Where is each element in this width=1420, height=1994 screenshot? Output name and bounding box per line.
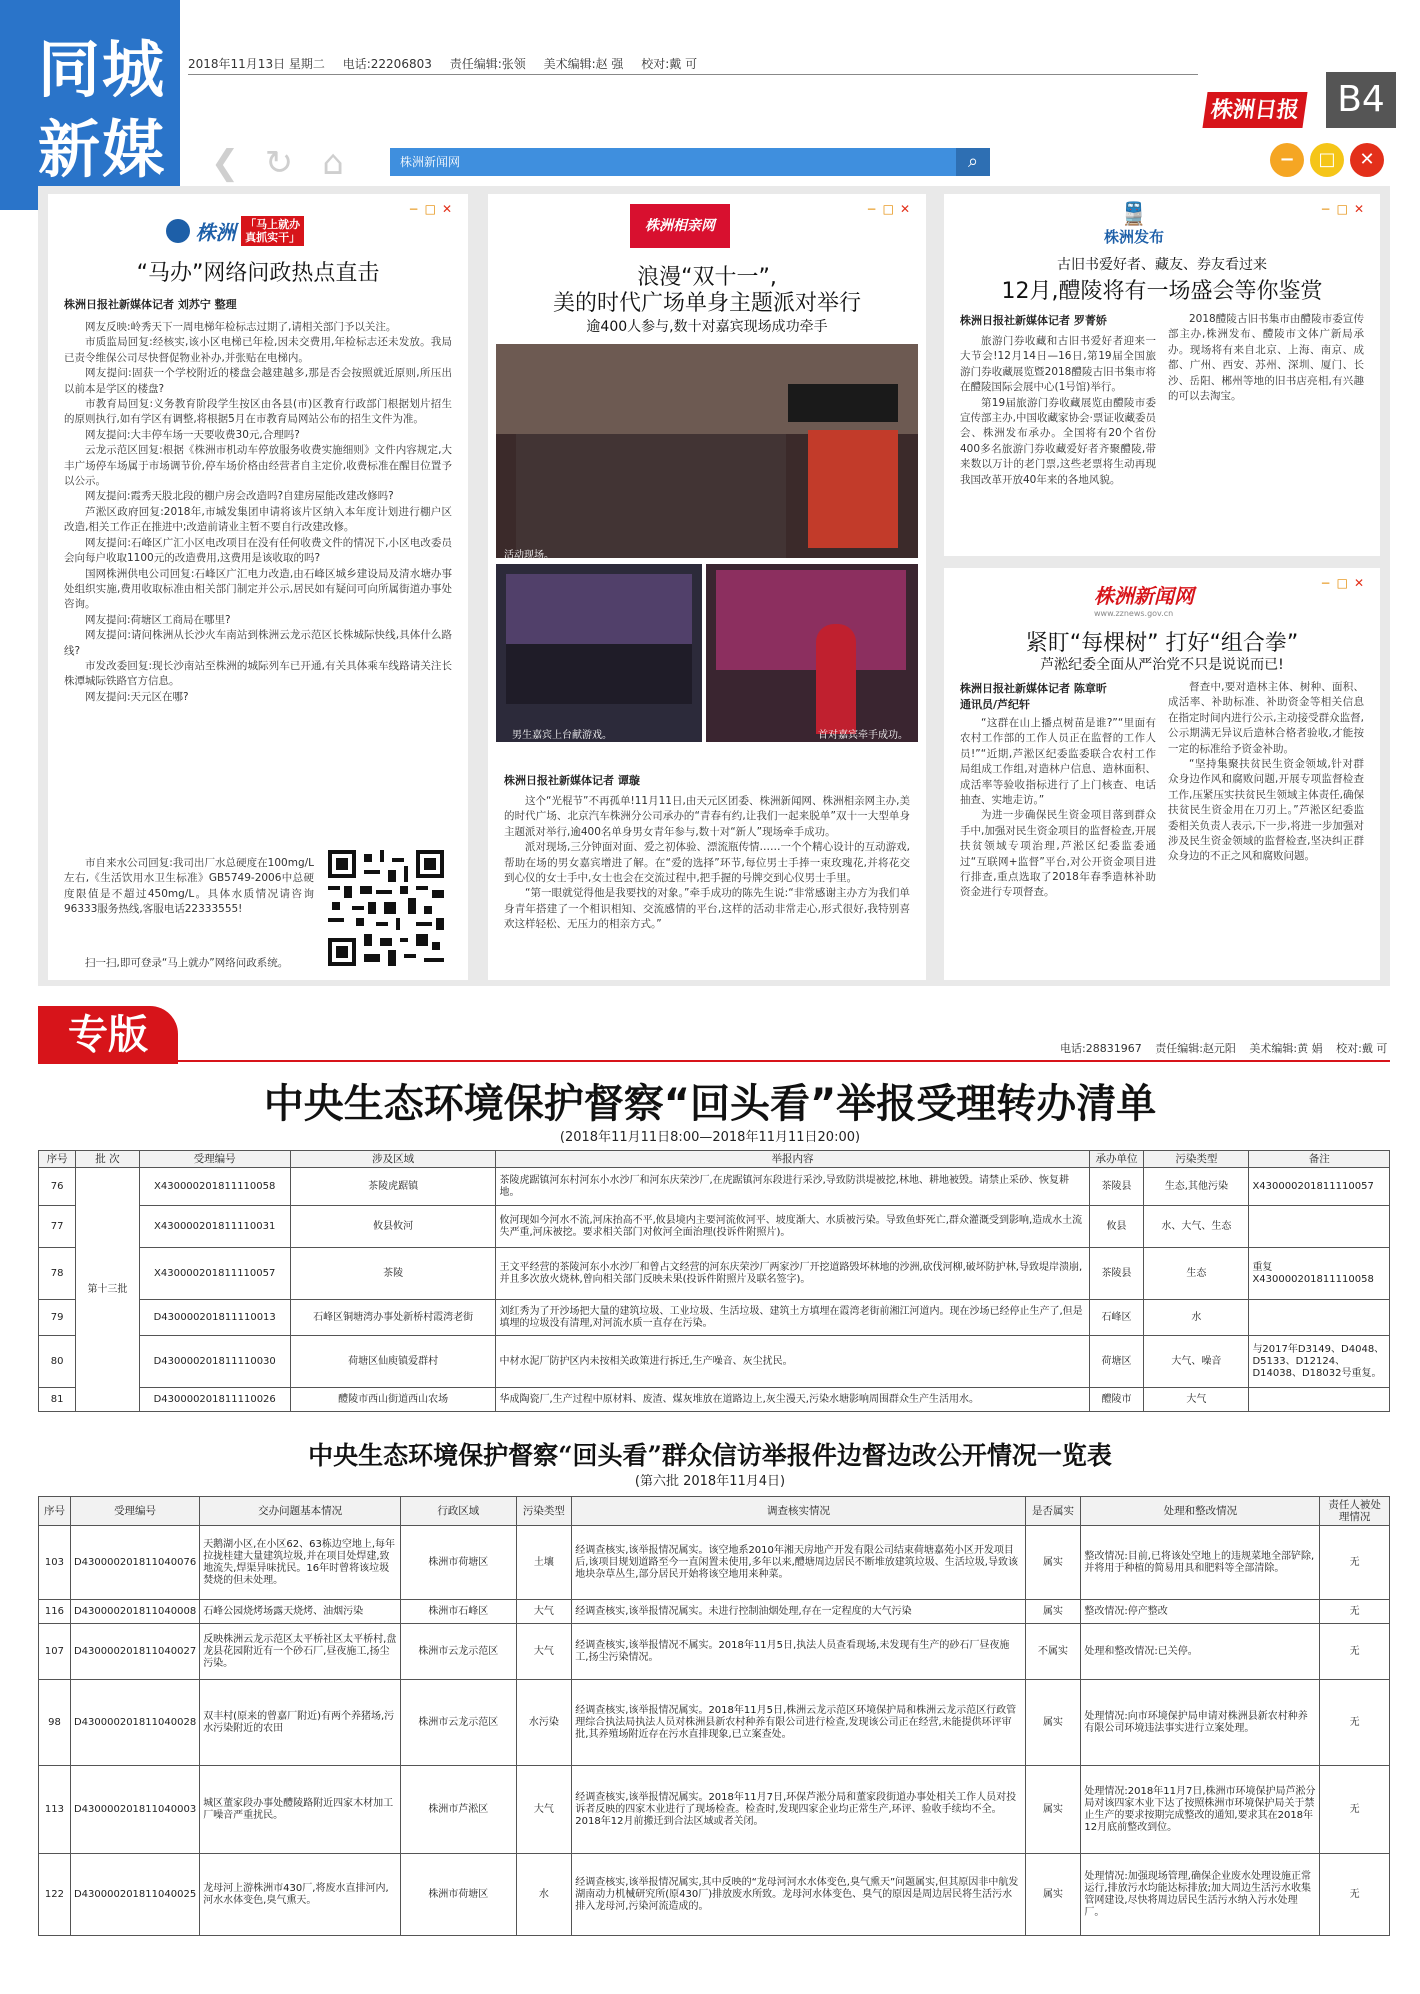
table-header-row (39, 1151, 1390, 1168)
cell-unit: 醴陵市 (1089, 1388, 1144, 1412)
page-number: B4 (1326, 72, 1396, 128)
cell-content: 茶陵虎踞镇河东村河东小水沙厂和河东庆荣沙厂,在虎踞镇河东段进行采沙,导致防洪堤被挖,林地、耕地被毁。请禁止采砂、恢复耕地。 (496, 1168, 1089, 1206)
cell-type: 水 (1144, 1300, 1249, 1336)
table-row (39, 1766, 1390, 1854)
cell-issue: 石峰公园烧烤场露天烧烤、油烟污染 (200, 1600, 401, 1624)
cell-area: 茶陵 (290, 1248, 496, 1300)
paragraph: 网友提问:大丰停车场一天要收费30元,合理吗? (85, 428, 300, 441)
paragraph: 市教育局回复:义务教育阶段学生按区由各县(市)区教育行政部门根据划片招生的原则执行,如有学区有调整,将根据5月在市教育局网站公布的招生文件为准。 (64, 398, 452, 426)
table-row (39, 1248, 1390, 1300)
cell-real: 属实 (1025, 1854, 1081, 1936)
photo-sign (788, 384, 898, 422)
table-header-row (39, 1497, 1390, 1526)
cell-type: 生态,其他污染 (1144, 1168, 1249, 1206)
panel-mid-title: 浪漫“双十一”, (637, 265, 777, 290)
panel-right-top-title: 12月,醴陵将有一场盛会等你鉴赏 (1001, 279, 1323, 304)
cell-handling: 处理和整改情况:已关停。 (1081, 1624, 1320, 1680)
logo-text: 株洲发布 (1104, 228, 1165, 246)
photo-woman-red (816, 624, 856, 734)
panel-right-bottom-body-col2 (1168, 680, 1364, 972)
panel-right-bottom-title: 紧盯“每棵树” 打好“组合拳” (1025, 631, 1299, 656)
header-rule (188, 74, 1198, 75)
table-row (39, 1168, 1390, 1206)
cell-no: 122 (39, 1854, 71, 1936)
proof-credit: 校对:戴 可 (641, 57, 698, 71)
cell-content: 华成陶瓷厂,生产过程中原材料、废渣、煤灰堆放在道路边上,灰尘漫天,污染水塘影响周围群众生产生活用水。 (496, 1388, 1089, 1412)
cell-note: 重复X430000201811110058 (1249, 1248, 1390, 1300)
cell-unit: 荷塘区 (1089, 1336, 1144, 1388)
cell-finding: 经调查核实,该举报情况属实,其中反映的“龙母河河水水体变色,臭气熏天”问题属实,但其原因非中航发湖南动力机械研究所(原430厂)排放废水所致。龙母河水体变色、臭气的原因是周边居民将生活污水排入龙母河,污染河流造成的。 (572, 1854, 1025, 1936)
cell-area: 石峰区铜塘湾办事处新桥村霞湾老街 (290, 1300, 496, 1336)
column-header: 调查核实情况 (572, 1497, 1025, 1526)
cell-type: 大气 (516, 1600, 572, 1624)
cell-no: 76 (39, 1168, 76, 1206)
photo-stage-screen (808, 430, 898, 548)
cell-handling: 处理情况:加强现场管理,确保企业废水处理设施正常运行,排放污水均能达标排放;加大周边生活污水收集管网建设,尽快将周边居民生活污水纳入污水处理厂。 (1081, 1854, 1320, 1936)
column-header: 序号 (39, 1151, 76, 1168)
cell-code: D430000201811040027 (70, 1624, 199, 1680)
rectification-table (38, 1496, 1390, 1936)
cell-note: 与2017年D3149、D4048、D5133、D12124、D14038、D18032号重复。 (1249, 1336, 1390, 1388)
cell-finding: 经调查核实,该举报情况属实。未进行控制油烟处理,存在一定程度的大气污染 (572, 1600, 1025, 1624)
panel-mid-byline: 株洲日报社新媒体记者 谭璇 (504, 774, 640, 787)
cell-type: 水 (516, 1854, 572, 1936)
panel-left-body (64, 320, 452, 850)
cell-no: 107 (39, 1624, 71, 1680)
logo-url: www.zznews.gov.cn (1094, 609, 1174, 618)
cell-note (1249, 1388, 1390, 1412)
address-bar[interactable] (390, 148, 990, 176)
panel-window-controls: −□✕ (408, 202, 458, 216)
cell-type: 大气、噪音 (1144, 1336, 1249, 1388)
paragraph: 网友提问:霞秀天股北段的棚户房会改造吗?自建房屋能改建改修吗? (85, 490, 394, 503)
column-header: 是否属实 (1025, 1497, 1081, 1526)
cell-person: 无 (1320, 1854, 1390, 1936)
section-proof: 校对:戴 可 (1336, 1042, 1388, 1055)
cell-issue: 双丰村(原来的曾嘉厂附近)有两个养猪场,污水污染附近的农田 (200, 1680, 401, 1766)
panel-singles-party (488, 194, 926, 980)
phone-number: 电话:22206803 (342, 57, 432, 71)
page-meta-line (188, 55, 711, 72)
column-header: 涉及区域 (290, 1151, 496, 1168)
cell-no: 79 (39, 1300, 76, 1336)
cell-finding: 经调查核实,该举报情况不属实。2018年11月5日,执法人员查看现场,未发现有生产的砂石厂昼夜施工,扬尘污染情况。 (572, 1624, 1025, 1680)
panel-left-title: “马办”网络问政热点直击 (136, 261, 380, 286)
cell-no: 113 (39, 1766, 71, 1854)
mayor-office-badge (166, 216, 304, 246)
cell-code: X430000201811110057 (139, 1248, 290, 1300)
panel-right-top-byline: 株洲日报社新媒体记者 罗菁娇 (960, 314, 1107, 327)
column-header: 受理编号 (139, 1151, 290, 1168)
cell-type: 水污染 (516, 1680, 572, 1766)
cell-region: 株洲市云龙示范区 (401, 1680, 516, 1766)
cell-issue: 反映株洲云龙示范区太平桥社区太平桥村,盘龙县花园附近有一个砂石厂,昼夜施工,扬尘污染。 (200, 1624, 401, 1680)
photo-pink-screen (716, 570, 906, 670)
cell-person: 无 (1320, 1526, 1390, 1600)
art-editor-credit: 美术编辑:赵 强 (543, 57, 624, 71)
cell-type: 大气 (516, 1624, 572, 1680)
cell-issue: 天鹅湖小区,在小区62、63栋边空地上,每年拉拢桂建大量建筑垃圾,并在项目处焊建,致地流失,焊渠异味扰民。16年时曾将该垃圾焚烧的但未处理。 (200, 1526, 401, 1600)
panel-window-controls: −□✕ (1320, 202, 1370, 216)
paragraph: 为进一步确保民生资金项目落到群众手中,加强对民生资金项目的监督检查,开展扶贫领域专项治理,芦淞区纪委监委通过“互联网+监督”平台,对公开资金项目进行排查,重点选取了2018年春季造林补助资金进行专项督查。 (960, 809, 1156, 899)
cell-code: D430000201811040003 (70, 1766, 199, 1854)
section-subtitle: (2018年11月11日8:00—2018年11月11日20:00) (559, 1130, 861, 1145)
table-row (39, 1336, 1390, 1388)
newspaper-brand: 株洲日报 (1202, 92, 1307, 128)
table-row (39, 1526, 1390, 1600)
table2-subtitle: (第六批 2018年11月4日) (634, 1474, 786, 1489)
cell-code: D430000201811040028 (70, 1680, 199, 1766)
table-row (39, 1680, 1390, 1766)
paragraph: 网友提问:荷塘区工商局在哪里? (85, 613, 231, 626)
paragraph: 网友提问:请问株洲从长沙火车南站到株洲云龙示范区长株城际快线,具体什么路线? (64, 629, 452, 657)
special-section-banner: 专版 (38, 1006, 178, 1064)
section-editor: 责任编辑:赵元阳 (1155, 1042, 1236, 1055)
paragraph: “第一眼就觉得他是我要找的对象。”牵手成功的陈先生说:“非常感谢主办方为我们单身青年搭建了一个相识相知、交流感情的平台,这样的活动非常走心,形式很好,我特别喜欢这样轻松、无压力的相亲方式。” (504, 887, 910, 931)
cell-handling: 整改情况:停产整改 (1081, 1600, 1320, 1624)
cell-person: 无 (1320, 1624, 1390, 1680)
panel-left-water-reply (64, 856, 314, 952)
column-header: 承办单位 (1089, 1151, 1144, 1168)
cell-code: D430000201811110026 (139, 1388, 290, 1412)
table-row (39, 1206, 1390, 1248)
cell-code: D430000201811040025 (70, 1854, 199, 1936)
paragraph: 督查中,要对造林主体、树种、面积、成活率、补助标准、补助资金等相关信息在指定时间内进行公示,主动接受群众监督,公示期满无异议后造林合格者验收,才能按一定的标准给予资金补助。 (1168, 681, 1364, 755)
column-header: 受理编号 (70, 1497, 199, 1526)
chevron-left-icon[interactable]: ❮ (210, 143, 240, 183)
cell-no: 81 (39, 1388, 76, 1412)
panel-left-qr-hint (64, 956, 324, 974)
photo-stage-floor (506, 644, 692, 704)
cell-no: 103 (39, 1526, 71, 1600)
dating-site-logo: 株洲相亲网 (630, 204, 730, 248)
event-photo-left (496, 564, 702, 742)
column-header: 污染类型 (1144, 1151, 1249, 1168)
column-header: 批 次 (76, 1151, 139, 1168)
paragraph: 芦淞区政府回复:2018年,市城发集团申请将该片区纳入本年度计划进行棚户区改造,相关工作正在推进中;改造前请业主暂不要自行改建改修。 (64, 505, 452, 534)
cell-person: 无 (1320, 1766, 1390, 1854)
cell-content: 攸河现如今河水不流,河床抬高不平,攸县境内主要河流攸河平、坡度渐大、水质被污染。导致鱼虾死亡,群众灌溉受到影响,造成水土流失严重,河床被挖。要求相关部门对攸河全面治理(投诉件附照片)。 (496, 1206, 1089, 1248)
paragraph: 第19届旅游门券收藏展览由醴陵市委宣传部主办,中国收藏家协会·票证收藏委员会、株洲发布承办。全国将有20个省份400多名旅游门券收藏爱好者齐聚醴陵,带来数以万计的老门票,这些老票将生动再现我国改革开放40年来的各地风貌。 (960, 396, 1156, 486)
paragraph: 云龙示范区回复:根据《株洲市机动车停放服务收费实施细则》文件内容规定,大丰广场停车场属于市场调节价,停车场价格由经营者自主定价,收费标准在醒目位置予以公示。 (64, 444, 452, 488)
cell-no: 98 (39, 1680, 71, 1766)
cell-real: 属实 (1025, 1680, 1081, 1766)
badge-slogan-2: 真抓实干」 (245, 231, 301, 244)
paragraph: 旅游门券收藏和古旧书爱好者迎来一大节会!12月14日—16日,第19届全国旅游门券收藏展览暨2018醴陵古旧书集市将在醴陵国际会展中心(1号馆)举行。 (960, 335, 1156, 394)
paragraph: 网友提问:固获一个学校附近的楼盘会越建越多,那是否会按照就近原则,所压出以前本是学区的楼盘? (64, 367, 452, 395)
panel-mid-title-2: 美的时代广场单身主题派对举行 (552, 291, 861, 316)
cell-note (1249, 1206, 1390, 1248)
column-header: 污染类型 (516, 1497, 572, 1526)
paragraph: 派对现场,三分钟面对面、爱之初体验、漂流瓶传情……一个个精心设计的互动游戏,帮助在场的男女嘉宾增进了解。在“爱的选择”环节,每位男士手捧一束玫瑰花,并将花交到心仪的女士手中,女士也会在交流过程中,把手握的号牌交到心仪男士手里。 (504, 841, 910, 885)
cell-person: 无 (1320, 1680, 1390, 1766)
panel-mid-subtitle: 逾400人参与,数十对嘉宾现场成功牵手 (586, 319, 828, 335)
table-row (39, 1388, 1390, 1412)
cell-content: 王文平经营的茶陵河东小水沙厂和曾占文经营的河东庆荣沙厂两家沙厂开挖道路毁坏林地的沙洲,砍伐河柳,破坏防护林,导致堤岸溃崩,并且多次放火烧林,曾向相关部门反映未果(投诉件附照片及联名签字)。 (496, 1248, 1089, 1300)
photo-caption-left: 男生嘉宾上台献游戏。 (512, 730, 612, 741)
column-header: 行政区域 (401, 1497, 516, 1526)
badge-main: 株洲 (195, 220, 236, 245)
photo-stage-backdrop (506, 574, 692, 644)
cell-person: 无 (1320, 1600, 1390, 1624)
cell-type: 大气 (1144, 1388, 1249, 1412)
badge-slogan-1: 「马上就办 (245, 218, 301, 231)
cell-unit: 茶陵县 (1089, 1248, 1144, 1300)
train-icon: 🚆 (1120, 202, 1148, 227)
cell-issue: 龙母河上游株洲市430厂,将废水直排河内,河水水体变色,臭气熏天。 (200, 1854, 401, 1936)
cell-handling: 整改情况:目前,已将该处空地上的违规菜地全部铲除,并将用于种植的简易用具和肥料等全部清除。 (1081, 1526, 1320, 1600)
browser-navbar (180, 140, 1390, 186)
cell-note: X430000201811110057 (1249, 1168, 1390, 1206)
panel-right-top-body-col1 (960, 334, 1156, 548)
cell-unit: 石峰区 (1089, 1300, 1144, 1336)
cell-no: 116 (39, 1600, 71, 1624)
event-photo-main (496, 344, 918, 558)
paragraph: 国网株洲供电公司回复:石峰区广汇电力改造,由石峰区城乡建设局及清水塘办事处组织实施,费用收取标准由相关部门制定并公示,居民如有疑问可向所属街道办事处咨询。 (64, 567, 452, 611)
paragraph: 这个“光棍节”不再孤单!11月11日,由天元区团委、株洲新闻网、株洲相亲网主办,美的时代广场、北京汽车株洲分公司承办的“青春有约,让我们一起来脱单”双十一大型单身主题派对举行,逾400名单身男女青年参与,数十对“新人”现场牵手成功。 (504, 795, 910, 838)
cell-type: 水、大气、生态 (1144, 1206, 1249, 1248)
cell-content: 刘红秀为了开沙场把大量的建筑垃圾、工业垃圾、生活垃圾、建筑土方填埋在霞湾老街前湘江河道内。现在沙场已经停止生产了,但是填埋的垃圾没有清理,对河流水质一直存在污染。 (496, 1300, 1089, 1336)
table-row (39, 1600, 1390, 1624)
cell-area: 荷塘区仙庾镇爱群村 (290, 1336, 496, 1388)
column-header: 责任人被处理情况 (1320, 1497, 1390, 1526)
cell-content: 中材水泥厂防护区内未按相关政策进行拆迁,生产噪音、灰尘扰民。 (496, 1336, 1089, 1388)
minimize-icon[interactable]: − (1270, 143, 1304, 177)
cell-real: 属实 (1025, 1766, 1081, 1854)
complaint-transfer-table (38, 1150, 1390, 1412)
table2-title: 中央生态环境保护督察“回头看”群众信访举报件边督边改公开情况一览表 (308, 1441, 1112, 1470)
cell-type: 土壤 (516, 1526, 572, 1600)
cell-type: 生态 (1144, 1248, 1249, 1300)
cell-unit: 茶陵县 (1089, 1168, 1144, 1206)
paragraph: 市自来水公司回复:我司出厂水总硬度在100mg/L左右,《生活饮用水卫生标准》GB5749-2006中总硬度限值是不超过450mg/L。具体水质情况请咨询96333服务热线,客服电话22333555! (64, 857, 314, 916)
cell-code: X430000201811110031 (139, 1206, 290, 1248)
cell-handling: 处理情况:向市环境保护局申请对株洲县新农村种养有限公司环境违法事实进行立案处理。 (1081, 1680, 1320, 1766)
section-meta-line (1060, 1040, 1397, 1056)
cell-no: 80 (39, 1336, 76, 1388)
globe-icon (166, 219, 190, 243)
section-title: 中央生态环境保护督察“回头看”举报受理转办清单 (263, 1081, 1157, 1127)
newspaper-section-logo (0, 0, 180, 210)
paragraph: 网友提问:天元区在哪? (85, 690, 189, 703)
home-icon[interactable]: ⌂ (322, 143, 344, 183)
editor-credit: 责任编辑:张领 (449, 57, 526, 71)
logo-text: 株洲新闻网 (1094, 584, 1194, 608)
cell-code: D430000201811110013 (139, 1300, 290, 1336)
panel-window-controls: −□✕ (866, 202, 916, 216)
panel-mid-body (504, 794, 910, 972)
paragraph: 2018醴陵古旧书集市由醴陵市委宣传部主办,株洲发布、醴陵市文体广新局承办。现场将有来自北京、上海、南京、成都、广州、西安、苏州、深圳、厦门、长沙、岳阳、郴州等地的旧书店亮相,有兴趣的可以去淘宝。 (1168, 313, 1364, 403)
zhuzhou-news-logo (1094, 580, 1194, 618)
cell-area: 攸县攸河 (290, 1206, 496, 1248)
column-header: 处理和整改情况 (1081, 1497, 1320, 1526)
address-text: 株洲新闻网 (400, 155, 461, 169)
cell-note (1249, 1300, 1390, 1336)
paragraph: 网友提问:石峰区广汇小区电改项目在没有任何收费文件的情况下,小区电改委员会向每户收取1100元的改造费用,这费用是该收取的吗? (64, 536, 452, 565)
cell-area: 茶陵虎踞镇 (290, 1168, 496, 1206)
cell-real: 属实 (1025, 1600, 1081, 1624)
panel-right-bottom-body-col1 (960, 716, 1156, 972)
cell-type: 大气 (516, 1766, 572, 1854)
cell-no: 77 (39, 1206, 76, 1248)
column-header: 举报内容 (496, 1151, 1089, 1168)
search-icon[interactable]: ⌕ (956, 148, 990, 176)
issue-date: 2018年11月13日 星期二 (188, 57, 325, 71)
cell-no: 78 (39, 1248, 76, 1300)
table-row (39, 1300, 1390, 1336)
table-row (39, 1624, 1390, 1680)
cell-region: 株洲市荷塘区 (401, 1526, 516, 1600)
cell-handling: 处理情况:2018年11月7日,株洲市环境保护局芦淞分局对该四家木业下达了按照株洲市环境保护局关于禁止生产的要求按期完成整改的通知,要求其在2018年12月底前整改到位。 (1081, 1766, 1320, 1854)
table-row (39, 1854, 1390, 1936)
cell-region: 株洲市云龙示范区 (401, 1624, 516, 1680)
close-icon[interactable]: ✕ (1350, 143, 1384, 177)
cell-code: D430000201811040008 (70, 1600, 199, 1624)
panel-right-top-body-col2 (1168, 312, 1364, 548)
qr-code[interactable] (328, 850, 444, 966)
paragraph: 市发改委回复:现长沙南站至株洲的城际列车已开通,有关具体乘车线路请关注长株潭城际铁路官方信息。 (64, 659, 452, 688)
cell-finding: 经调查核实,该举报情况属实。该空地系2010年湘天房地产开发有限公司结束荷塘嘉苑小区开发项目后,该项目规划道路至今一直闲置未使用,多年以来,醴塘周边居民不断堆放建筑垃圾、生活垃圾,导致该地块杂草丛生,部分居民开始将该空地用来种菜。 (572, 1526, 1025, 1600)
panel-right-bottom-subtitle: 芦淞纪委全面从严治党不只是说说而已! (1040, 657, 1284, 673)
logo-line-2: 新媒 (38, 113, 167, 186)
photo-caption-right: 首对嘉宾牵手成功。 (818, 730, 908, 741)
cell-finding: 经调查核实,该举报情况属实。2018年11月5日,株洲云龙示范区环境保护局和株洲云龙示范区行政管理综合执法局执法人员对株洲县新农村种养有限公司进行检查,发现该公司正在经营,未能提供环评审批,其养殖场附近存在污水直排现象,已立案查处。 (572, 1680, 1025, 1766)
cell-real: 属实 (1025, 1526, 1081, 1600)
paragraph: 扫一扫,即可登录“马上就办”网络问政系统。 (85, 957, 289, 969)
paragraph: 市质监局回复:经核实,该小区电梯已年检,因未交费用,年检标志还未发放。我局已责令维保公司尽快督促物业补办,并张贴在电梯内。 (64, 336, 452, 364)
panel-right-top-subtitle: 古旧书爱好者、藏友、券友看过来 (1057, 257, 1267, 273)
event-photo-right (706, 564, 918, 742)
section-art-editor: 美术编辑:黄 娟 (1249, 1042, 1323, 1055)
logo-line-1: 同城 (38, 33, 167, 106)
cell-region: 株洲市石峰区 (401, 1600, 516, 1624)
refresh-icon[interactable]: ↻ (264, 143, 294, 183)
panel-mayor-office (48, 194, 468, 980)
column-header: 交办问题基本情况 (200, 1497, 401, 1526)
paragraph: “坚持集聚扶贫民生资金领域,针对群众身边作风和腐败问题,开展专项监督检查工作,压紧压实扶贫民生领域主体责任,确保扶贫民生资金用在刀刃上。”芦淞区纪委监委相关负责人表示,下一步,将进一步加强对涉及民生资金领域的监督检查,坚决纠正群众身边的不正之风和腐败问题。 (1168, 758, 1364, 863)
panel-right-bottom-byline-2: 通讯员/芦纪轩 (960, 698, 1031, 711)
cell-code: D430000201811040076 (70, 1526, 199, 1600)
panel-forestry-oversight (944, 568, 1380, 980)
cell-region: 株洲市芦淞区 (401, 1766, 516, 1854)
cell-real: 不属实 (1025, 1624, 1081, 1680)
cell-batch: 第十三批 (76, 1168, 139, 1412)
maximize-icon[interactable]: □ (1310, 143, 1344, 177)
panel-right-bottom-byline: 株洲日报社新媒体记者 陈章昕 (960, 682, 1107, 695)
panel-window-controls: −□✕ (1320, 576, 1370, 590)
column-header: 序号 (39, 1497, 71, 1526)
paragraph: “这群在山上播点树苗是谁?”“里面有农村工作部的工作人员正在监督的工作人员!”“近期,芦淞区纪委监委联合农村工作局组成工作组,对造林户信息、造林面积、成活率等验收指标进行了上门核查、电话抽查、实地走访。” (960, 717, 1156, 807)
panel-left-byline: 株洲日报社新媒体记者 刘苏宁 整理 (64, 298, 237, 311)
photo-caption-top: 活动现场。 (504, 550, 554, 561)
panel-book-fair (944, 194, 1380, 556)
photo-crowd (516, 434, 786, 558)
section-phone: 电话:28831967 (1060, 1042, 1142, 1055)
zhuzhou-release-logo (1104, 204, 1164, 247)
cell-area: 醴陵市西山街道西山农场 (290, 1388, 496, 1412)
cell-unit: 攸县 (1089, 1206, 1144, 1248)
banner-rule (178, 1060, 1390, 1062)
cell-code: D430000201811110030 (139, 1336, 290, 1388)
column-header: 备注 (1249, 1151, 1390, 1168)
cell-finding: 经调查核实,该举报情况属实。2018年11月7日,环保芦淞分局和董家段街道办事处相关工作人员对投诉者反映的四家木业进行了现场检查。检查时,发现四家企业均正常生产,环评、验收手续均不全。2018年12月前搬迁到合法区域或者关闭。 (572, 1766, 1025, 1854)
paragraph: 网友反映:岭秀天下一周电梯年检标志过期了,请相关部门予以关注。 (85, 321, 397, 333)
cell-issue: 城区董家段办事处醴陵路附近四家木材加工厂噪音严重扰民。 (200, 1766, 401, 1854)
cell-region: 株洲市荷塘区 (401, 1854, 516, 1936)
cell-code: X430000201811110058 (139, 1168, 290, 1206)
